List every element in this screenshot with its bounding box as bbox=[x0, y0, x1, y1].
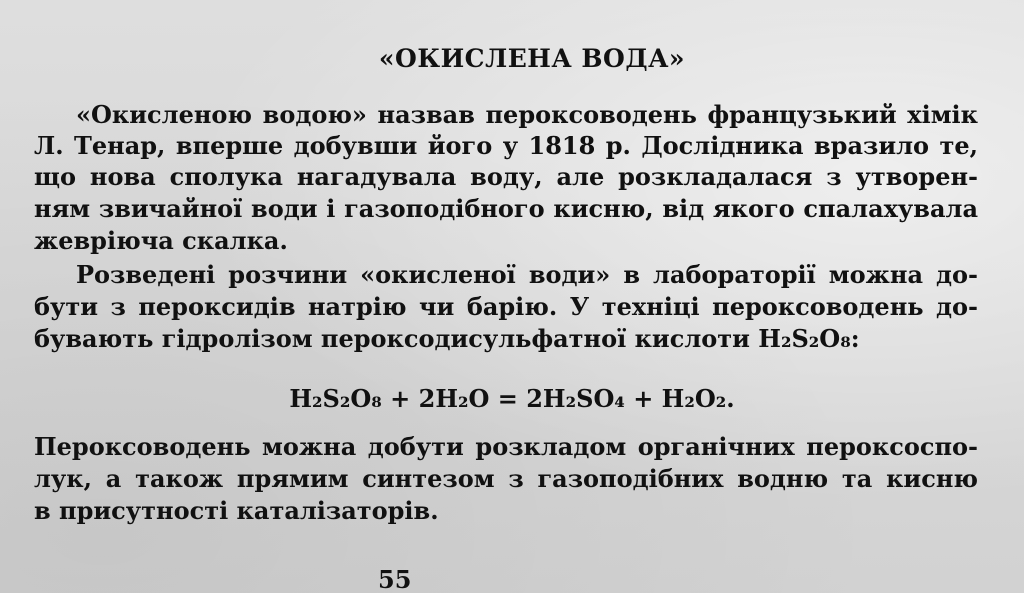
paragraph-1-line-1: «Окисленою водою» назвав пероксоводень французький хімік bbox=[76, 100, 978, 129]
paragraph-3-line-2: лук, а також прямим синтезом з газоподібних водню та кисню bbox=[34, 464, 978, 493]
paragraph-3-line-1: Пероксоводень можна добути розкладом органічних пероксоспо- bbox=[34, 432, 978, 461]
paragraph-2-line-1: Розведені розчини «окисленої води» в лабораторії можна до- bbox=[76, 260, 978, 289]
chemical-equation: H₂S₂O₈ + 2H₂O = 2H₂SO₄ + H₂O₂. bbox=[289, 384, 735, 413]
page-number: 55 bbox=[378, 565, 412, 593]
paragraph-1-line-4: ням звичайної води і газоподібного кисню, від якого спалахувала bbox=[34, 194, 978, 223]
paragraph-2-line-3: бувають гідролізом пероксодисульфатної кислоти H₂S₂O₈: bbox=[34, 324, 860, 353]
paragraph-1-line-3: що нова сполука нагадувала воду, але розкладалася з утворен- bbox=[34, 162, 978, 191]
paragraph-1-line-2: Л. Тенар, вперше добувши його у 1818 р. Дослідника вразило те, bbox=[34, 131, 978, 160]
paragraph-1-line-5: жевріюча скалка. bbox=[34, 226, 288, 255]
page-title: «ОКИСЛЕНА ВОДА» bbox=[378, 44, 686, 73]
paragraph-3-line-3: в присутності каталізаторів. bbox=[34, 496, 439, 525]
paragraph-2-line-2: бути з пероксидів натрію чи барію. У техніці пероксоводень до- bbox=[34, 292, 978, 321]
